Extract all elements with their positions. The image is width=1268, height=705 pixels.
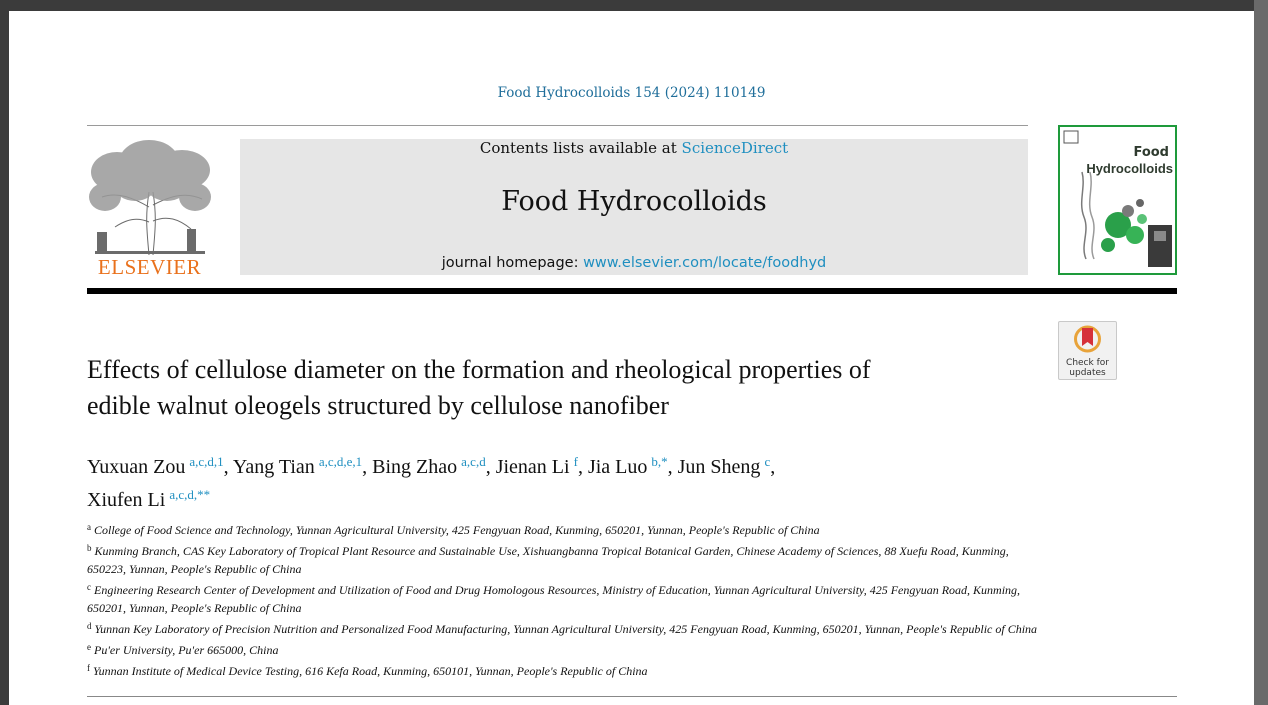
journal-title: Food Hydrocolloids bbox=[501, 186, 767, 217]
affiliation-key: b bbox=[87, 543, 92, 553]
affiliation-key: c bbox=[87, 582, 91, 592]
author-affil-markers[interactable]: a,c,d,e,1 bbox=[318, 454, 363, 469]
author-affil-markers[interactable]: c bbox=[764, 454, 771, 469]
author-affil-markers[interactable]: a,c,d,1 bbox=[189, 454, 224, 469]
author-separator: , bbox=[223, 456, 233, 478]
check-updates-line1: Check for bbox=[1066, 358, 1109, 368]
cover-title-line1: Food bbox=[1133, 145, 1169, 160]
author-name: Jun Sheng bbox=[677, 456, 761, 478]
affiliation-e bbox=[87, 638, 1047, 659]
author-6[interactable] bbox=[678, 456, 776, 478]
check-updates-line2: updates bbox=[1069, 368, 1106, 378]
affiliation-b bbox=[87, 539, 1047, 578]
affiliation-text: Yunnan Key Laboratory of Precision Nutrition and Personalized Food Manufacturing, Yunnan Agricultural University, 425 Fengyuan Road, Kunming, 650201, Yunnan, People's Republic of China bbox=[94, 622, 1038, 636]
header-thick-rule bbox=[87, 288, 1177, 294]
author-5[interactable] bbox=[588, 456, 678, 478]
affiliation-text: Yunnan Institute of Medical Device Testing, 616 Kefa Road, Kunming, 650101, Yunnan, People's Republic of China bbox=[93, 664, 648, 678]
author-separator: , bbox=[577, 456, 588, 478]
cover-title-line2: Hydrocolloids bbox=[1086, 161, 1173, 176]
author-list bbox=[87, 448, 1087, 514]
author-name: Jienan Li bbox=[495, 456, 570, 478]
author-name: Yuxuan Zou bbox=[87, 456, 186, 478]
author-affil-markers[interactable]: f bbox=[573, 454, 578, 469]
author-2[interactable] bbox=[233, 456, 372, 478]
author-name: Xiufen Li bbox=[87, 489, 166, 511]
pdf-page bbox=[9, 11, 1254, 705]
affiliation-text: Pu'er University, Pu'er 665000, China bbox=[94, 643, 279, 657]
author-7[interactable] bbox=[87, 489, 210, 511]
journal-citation[interactable]: Food Hydrocolloids 154 (2024) 110149 bbox=[497, 85, 766, 101]
affiliation-c bbox=[87, 578, 1047, 617]
author-affil-markers[interactable]: a,c,d bbox=[461, 454, 486, 469]
check-updates-label bbox=[1058, 358, 1117, 378]
contents-prefix: Contents lists available at bbox=[479, 139, 682, 157]
article-title-line1: Effects of cellulose diameter on the formation and rheological properties of bbox=[87, 355, 871, 384]
affiliation-a bbox=[87, 518, 1047, 539]
journal-homepage bbox=[240, 255, 1028, 271]
contents-line bbox=[240, 139, 1028, 157]
author-3[interactable] bbox=[372, 456, 496, 478]
affiliation-list bbox=[87, 518, 1047, 680]
author-separator: , bbox=[362, 456, 373, 478]
affiliation-key: d bbox=[87, 621, 92, 631]
author-separator: , bbox=[485, 456, 496, 478]
affiliation-f bbox=[87, 659, 1047, 680]
affiliation-text: Kunming Branch, CAS Key Laboratory of Tropical Plant Resource and Sustainable Use, Xishuangbanna Tropical Botanical Garden, Chinese Academy of Sciences, 88 Xuefu Road, Kunming, 650223, Yunnan, People's Republic of China bbox=[87, 544, 1009, 576]
homepage-prefix: journal homepage: bbox=[441, 255, 584, 271]
affiliations-divider bbox=[87, 696, 1177, 697]
check-updates-icon bbox=[1073, 324, 1102, 356]
author-affil-markers[interactable]: a,c,d,** bbox=[169, 487, 211, 502]
author-name: Bing Zhao bbox=[372, 456, 458, 478]
author-name: Yang Tian bbox=[232, 456, 315, 478]
elsevier-wordmark[interactable]: ELSEVIER bbox=[97, 255, 202, 279]
author-separator: , bbox=[667, 456, 678, 478]
affiliation-d bbox=[87, 617, 1047, 638]
author-affil-markers[interactable]: b,* bbox=[651, 454, 668, 469]
article-title bbox=[87, 352, 1047, 424]
author-1[interactable] bbox=[87, 456, 233, 478]
article-title-line2: edible walnut oleogels structured by cellulose nanofiber bbox=[87, 391, 669, 420]
author-separator: , bbox=[770, 456, 776, 478]
author-4[interactable] bbox=[496, 456, 588, 478]
affiliation-key: e bbox=[87, 642, 91, 652]
header-divider bbox=[87, 125, 1028, 126]
affiliation-text: Engineering Research Center of Development and Utilization of Food and Drug Homologous Resources, Ministry of Education, Yunnan Agricultural University, 425 Fengyuan Road, Kunming, 650201, Yunnan, People's Republic of China bbox=[87, 583, 1021, 615]
author-name: Jia Luo bbox=[587, 456, 648, 478]
sciencedirect-link[interactable]: ScienceDirect bbox=[681, 139, 789, 157]
affiliation-key: a bbox=[87, 522, 91, 532]
affiliation-text: College of Food Science and Technology, Yunnan Agricultural University, 425 Fengyuan Road, Kunming, 650201, Yunnan, People's Republic of China bbox=[94, 523, 820, 537]
homepage-link[interactable]: www.elsevier.com/locate/foodhyd bbox=[583, 255, 827, 271]
viewer-scrollbar-track[interactable] bbox=[1254, 0, 1268, 705]
affiliation-key: f bbox=[87, 663, 90, 673]
